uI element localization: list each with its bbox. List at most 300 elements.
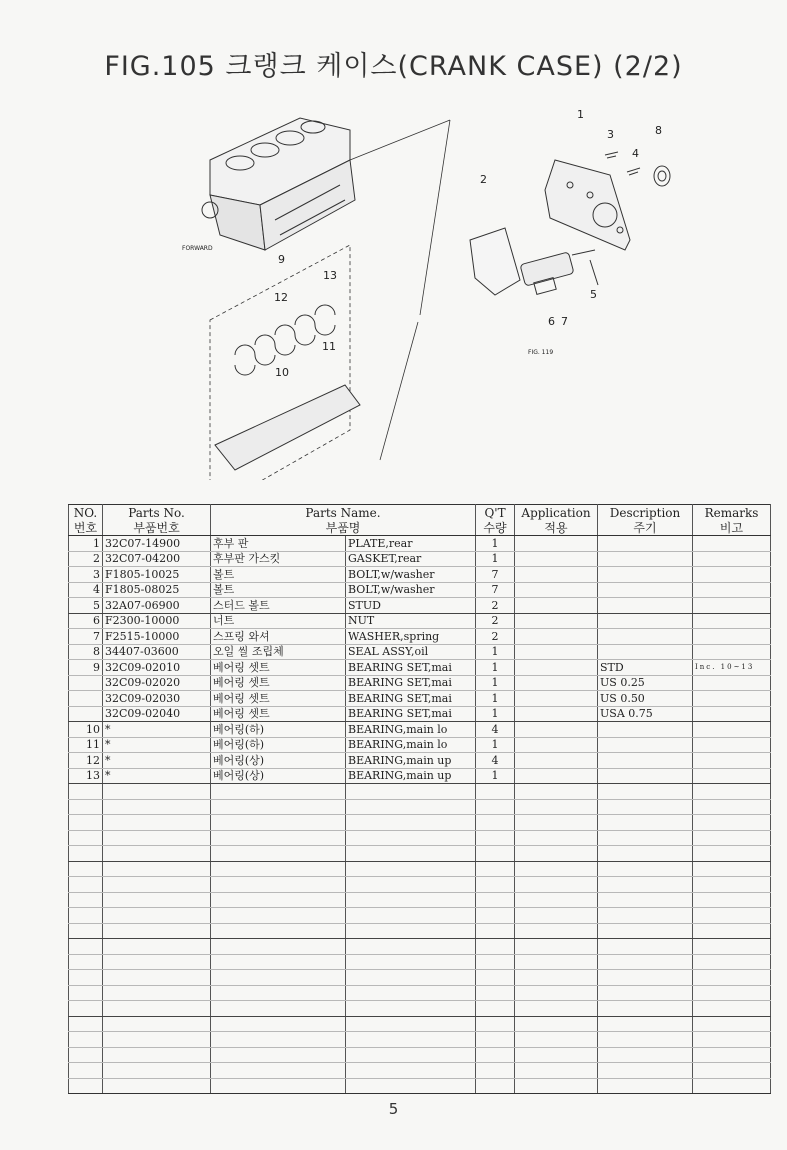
remarks-cell — [693, 691, 771, 707]
part-number-cell — [103, 985, 211, 1001]
description-cell — [598, 954, 693, 970]
remarks-cell — [693, 768, 771, 784]
row-number-cell — [69, 1016, 103, 1032]
part-name-english-cell: BOLT,w/washer — [346, 582, 476, 598]
part-name-english-cell: BEARING,main lo — [346, 722, 476, 738]
part-name-korean-cell: 스프링 와셔 — [211, 629, 346, 645]
quantity-cell — [476, 970, 515, 986]
application-cell — [515, 923, 598, 939]
table-row — [69, 598, 771, 614]
description-cell — [598, 784, 693, 800]
empty-table-row — [69, 970, 771, 986]
row-number-cell: 4 — [69, 582, 103, 598]
part-name-english-cell — [346, 1063, 476, 1079]
row-number-cell: 3 — [69, 567, 103, 583]
page-number: 5 — [388, 1100, 399, 1118]
part-name-english-cell: BEARING,main up — [346, 768, 476, 784]
quantity-cell — [476, 784, 515, 800]
row-number-cell — [69, 691, 103, 707]
part-name-korean-cell: 스터드 볼트 — [211, 598, 346, 614]
description-cell — [598, 768, 693, 784]
part-name-korean-cell: 베어링(하) — [211, 722, 346, 738]
part-name-english-cell — [346, 1016, 476, 1032]
header-part-no: Parts No. — [103, 505, 211, 521]
part-name-english-cell — [346, 815, 476, 831]
quantity-cell: 1 — [476, 768, 515, 784]
application-cell — [515, 567, 598, 583]
header-part-no-ko: 부품번호 — [103, 520, 211, 536]
part-number-cell: 32C09-02020 — [103, 675, 211, 691]
row-number-cell — [69, 861, 103, 877]
application-cell — [515, 1047, 598, 1063]
table-row — [69, 768, 771, 784]
part-name-korean-cell: 후부판 가스킷 — [211, 551, 346, 567]
description-cell — [598, 536, 693, 552]
application-cell — [515, 877, 598, 893]
part-name-english-cell: NUT — [346, 613, 476, 629]
remarks-cell — [693, 753, 771, 769]
application-cell — [515, 861, 598, 877]
part-name-english-cell — [346, 1001, 476, 1017]
application-cell — [515, 970, 598, 986]
part-number-cell — [103, 830, 211, 846]
application-cell — [515, 706, 598, 722]
row-number-cell — [69, 1078, 103, 1094]
row-number-cell — [69, 877, 103, 893]
row-number-cell — [69, 1047, 103, 1063]
empty-table-row — [69, 1063, 771, 1079]
part-name-korean-cell: 오일 씰 조립체 — [211, 644, 346, 660]
part-number-cell — [103, 799, 211, 815]
description-cell — [598, 1063, 693, 1079]
part-name-korean-cell — [211, 892, 346, 908]
part-name-english-cell — [346, 985, 476, 1001]
remarks-cell — [693, 644, 771, 660]
description-cell — [598, 861, 693, 877]
part-name-korean-cell — [211, 846, 346, 862]
part-name-korean-cell: 베어링 셋트 — [211, 706, 346, 722]
callout-9: 9 — [278, 253, 285, 266]
quantity-cell: 1 — [476, 675, 515, 691]
quantity-cell: 1 — [476, 536, 515, 552]
empty-table-row — [69, 985, 771, 1001]
empty-table-row — [69, 908, 771, 924]
description-cell — [598, 551, 693, 567]
remarks-cell — [693, 908, 771, 924]
header-remarks-ko: 비고 — [693, 520, 771, 536]
quantity-cell: 1 — [476, 551, 515, 567]
starter-illustration — [520, 250, 598, 294]
empty-table-row — [69, 1032, 771, 1048]
row-number-cell: 11 — [69, 737, 103, 753]
table-row — [69, 551, 771, 567]
header-qty: Q'T — [476, 505, 515, 521]
quantity-cell — [476, 985, 515, 1001]
part-name-korean-cell — [211, 1032, 346, 1048]
part-name-english-cell — [346, 954, 476, 970]
rear-plate-illustration — [545, 160, 630, 250]
quantity-cell — [476, 799, 515, 815]
part-number-cell — [103, 1032, 211, 1048]
application-cell — [515, 846, 598, 862]
description-cell — [598, 1016, 693, 1032]
part-number-cell: F1805-08025 — [103, 582, 211, 598]
quantity-cell — [476, 815, 515, 831]
part-number-cell: * — [103, 737, 211, 753]
row-number-cell: 5 — [69, 598, 103, 614]
quantity-cell: 4 — [476, 753, 515, 769]
description-cell: US 0.50 — [598, 691, 693, 707]
remarks-cell — [693, 830, 771, 846]
row-number-cell — [69, 784, 103, 800]
row-number-cell — [69, 954, 103, 970]
application-cell — [515, 954, 598, 970]
part-name-korean-cell — [211, 784, 346, 800]
row-number-cell: 2 — [69, 551, 103, 567]
application-cell — [515, 1063, 598, 1079]
table-row — [69, 536, 771, 552]
quantity-cell — [476, 1016, 515, 1032]
part-number-cell — [103, 784, 211, 800]
header-remarks: Remarks — [693, 505, 771, 521]
table-row — [69, 722, 771, 738]
remarks-cell — [693, 551, 771, 567]
application-cell — [515, 722, 598, 738]
part-number-cell — [103, 846, 211, 862]
part-name-korean-cell: 베어링 셋트 — [211, 675, 346, 691]
part-name-korean-cell — [211, 908, 346, 924]
description-cell — [598, 753, 693, 769]
part-number-cell — [103, 1047, 211, 1063]
application-cell — [515, 939, 598, 955]
part-name-english-cell: BEARING,main lo — [346, 737, 476, 753]
description-cell — [598, 1032, 693, 1048]
empty-table-row — [69, 1047, 771, 1063]
quantity-cell — [476, 939, 515, 955]
table-row — [69, 675, 771, 691]
oil-seal-illustration — [654, 166, 670, 186]
description-cell — [598, 970, 693, 986]
description-cell — [598, 629, 693, 645]
part-name-english-cell: BEARING,main up — [346, 753, 476, 769]
part-name-english-cell — [346, 1078, 476, 1094]
application-cell — [515, 1016, 598, 1032]
row-number-cell — [69, 892, 103, 908]
row-number-cell — [69, 939, 103, 955]
remarks-cell — [693, 877, 771, 893]
part-name-english-cell: BEARING SET,mai — [346, 675, 476, 691]
application-cell — [515, 799, 598, 815]
part-number-cell: F2300-10000 — [103, 613, 211, 629]
header-description: Description — [598, 505, 693, 521]
part-name-korean-cell — [211, 861, 346, 877]
part-number-cell — [103, 877, 211, 893]
remarks-cell — [693, 1063, 771, 1079]
remarks-cell — [693, 923, 771, 939]
part-name-english-cell — [346, 1032, 476, 1048]
table-row — [69, 629, 771, 645]
description-cell — [598, 644, 693, 660]
empty-table-row — [69, 892, 771, 908]
application-cell — [515, 660, 598, 676]
part-name-english-cell — [346, 846, 476, 862]
description-cell — [598, 815, 693, 831]
application-cell — [515, 551, 598, 567]
part-name-korean-cell — [211, 1016, 346, 1032]
parts-table — [68, 504, 771, 1094]
remarks-cell — [693, 737, 771, 753]
part-number-cell — [103, 954, 211, 970]
row-number-cell — [69, 799, 103, 815]
part-name-korean-cell — [211, 1078, 346, 1094]
remarks-cell — [693, 582, 771, 598]
table-row — [69, 660, 771, 676]
part-number-cell — [103, 1063, 211, 1079]
callout-5: 5 — [590, 288, 597, 301]
part-name-english-cell: PLATE,rear — [346, 536, 476, 552]
remarks-cell: Inc. 10~13 — [693, 660, 771, 676]
part-name-korean-cell: 베어링 셋트 — [211, 660, 346, 676]
table-row — [69, 644, 771, 660]
part-name-english-cell — [346, 939, 476, 955]
part-number-cell: * — [103, 722, 211, 738]
row-number-cell: 1 — [69, 536, 103, 552]
remarks-cell — [693, 598, 771, 614]
remarks-cell — [693, 1001, 771, 1017]
quantity-cell: 1 — [476, 660, 515, 676]
row-number-cell — [69, 923, 103, 939]
quantity-cell: 2 — [476, 613, 515, 629]
part-number-cell — [103, 970, 211, 986]
remarks-cell — [693, 1032, 771, 1048]
quantity-cell — [476, 1001, 515, 1017]
row-number-cell: 10 — [69, 722, 103, 738]
part-name-korean-cell: 베어링(하) — [211, 737, 346, 753]
part-number-cell — [103, 861, 211, 877]
description-cell — [598, 846, 693, 862]
empty-table-row — [69, 815, 771, 831]
remarks-cell — [693, 970, 771, 986]
part-name-korean-cell: 베어링(상) — [211, 768, 346, 784]
empty-table-row — [69, 1078, 771, 1094]
part-name-korean-cell — [211, 830, 346, 846]
application-cell — [515, 644, 598, 660]
remarks-cell — [693, 536, 771, 552]
part-name-english-cell — [346, 877, 476, 893]
description-cell — [598, 799, 693, 815]
part-name-korean-cell — [211, 923, 346, 939]
part-name-english-cell — [346, 830, 476, 846]
description-cell — [598, 598, 693, 614]
part-name-english-cell — [346, 923, 476, 939]
part-name-korean-cell: 너트 — [211, 613, 346, 629]
part-name-english-cell — [346, 892, 476, 908]
quantity-cell — [476, 892, 515, 908]
application-cell — [515, 784, 598, 800]
part-name-korean-cell: 볼트 — [211, 582, 346, 598]
header-application-ko: 적용 — [515, 520, 598, 536]
quantity-cell — [476, 1032, 515, 1048]
remarks-cell — [693, 892, 771, 908]
remarks-cell — [693, 861, 771, 877]
part-number-cell: F1805-10025 — [103, 567, 211, 583]
empty-table-row — [69, 1001, 771, 1017]
description-cell — [598, 1078, 693, 1094]
row-number-cell: 8 — [69, 644, 103, 660]
application-cell — [515, 536, 598, 552]
quantity-cell: 4 — [476, 722, 515, 738]
table-row — [69, 753, 771, 769]
part-name-korean-cell — [211, 954, 346, 970]
callout-6: 6 — [548, 315, 555, 328]
remarks-cell — [693, 985, 771, 1001]
part-name-korean-cell — [211, 970, 346, 986]
table-row — [69, 613, 771, 629]
quantity-cell — [476, 1047, 515, 1063]
row-number-cell — [69, 970, 103, 986]
quantity-cell — [476, 830, 515, 846]
remarks-cell — [693, 939, 771, 955]
application-cell — [515, 830, 598, 846]
row-number-cell — [69, 985, 103, 1001]
description-cell — [598, 613, 693, 629]
remarks-cell — [693, 815, 771, 831]
row-number-cell: 13 — [69, 768, 103, 784]
table-row — [69, 582, 771, 598]
quantity-cell — [476, 846, 515, 862]
remarks-cell — [693, 846, 771, 862]
remarks-cell — [693, 1047, 771, 1063]
part-name-english-cell: BEARING SET,mai — [346, 660, 476, 676]
description-cell — [598, 939, 693, 955]
part-name-korean-cell: 베어링 셋트 — [211, 691, 346, 707]
exploded-parts-diagram — [150, 100, 710, 480]
remarks-cell — [693, 629, 771, 645]
part-number-cell: 32C07-14900 — [103, 536, 211, 552]
table-row — [69, 691, 771, 707]
part-name-korean-cell — [211, 1063, 346, 1079]
part-number-cell: 32C07-04200 — [103, 551, 211, 567]
header-no-ko: 번호 — [69, 520, 103, 536]
header-part-name: Parts Name. — [211, 505, 476, 521]
page-title: FIG.105 크랭크 케이스(CRANK CASE) (2/2) — [104, 51, 683, 82]
description-cell: USA 0.75 — [598, 706, 693, 722]
table-row — [69, 737, 771, 753]
description-cell — [598, 892, 693, 908]
callout-10: 10 — [275, 366, 289, 379]
part-number-cell: 32A07-06900 — [103, 598, 211, 614]
remarks-cell — [693, 784, 771, 800]
application-cell — [515, 582, 598, 598]
part-number-cell — [103, 892, 211, 908]
part-number-cell — [103, 1001, 211, 1017]
part-number-cell: 32C09-02010 — [103, 660, 211, 676]
quantity-cell: 7 — [476, 582, 515, 598]
part-name-english-cell: STUD — [346, 598, 476, 614]
part-number-cell — [103, 939, 211, 955]
description-cell — [598, 830, 693, 846]
callout-13: 13 — [323, 269, 337, 282]
row-number-cell: 12 — [69, 753, 103, 769]
bearing-set-illustration — [235, 305, 335, 375]
callout-2: 2 — [480, 173, 487, 186]
description-cell — [598, 582, 693, 598]
description-cell: STD — [598, 660, 693, 676]
quantity-cell: 2 — [476, 629, 515, 645]
part-name-korean-cell — [211, 815, 346, 831]
table-row — [69, 567, 771, 583]
part-number-cell — [103, 1078, 211, 1094]
application-cell — [515, 768, 598, 784]
part-number-cell — [103, 1016, 211, 1032]
callout-7: 7 — [561, 315, 568, 328]
callout-8: 8 — [655, 124, 662, 137]
part-name-english-cell: SEAL ASSY,oil — [346, 644, 476, 660]
application-cell — [515, 613, 598, 629]
header-part-name-ko: 부품명 — [211, 520, 476, 536]
part-name-english-cell: BEARING SET,mai — [346, 706, 476, 722]
remarks-cell — [693, 675, 771, 691]
part-number-cell — [103, 908, 211, 924]
part-name-korean-cell — [211, 939, 346, 955]
empty-table-row — [69, 939, 771, 955]
empty-table-row — [69, 1016, 771, 1032]
part-name-english-cell: WASHER,spring — [346, 629, 476, 645]
quantity-cell — [476, 1063, 515, 1079]
application-cell — [515, 908, 598, 924]
description-cell — [598, 1001, 693, 1017]
quantity-cell: 2 — [476, 598, 515, 614]
quantity-cell: 1 — [476, 706, 515, 722]
header-no: NO. — [69, 505, 103, 521]
remarks-cell — [693, 567, 771, 583]
part-name-english-cell: BEARING SET,mai — [346, 691, 476, 707]
application-cell — [515, 753, 598, 769]
part-name-korean-cell — [211, 985, 346, 1001]
quantity-cell — [476, 877, 515, 893]
header-application: Application — [515, 505, 598, 521]
quantity-cell — [476, 923, 515, 939]
description-cell — [598, 908, 693, 924]
application-cell — [515, 737, 598, 753]
row-number-cell: 9 — [69, 660, 103, 676]
remarks-cell — [693, 954, 771, 970]
part-name-korean-cell — [211, 877, 346, 893]
application-cell — [515, 629, 598, 645]
remarks-cell — [693, 613, 771, 629]
bearing-cap-illustration — [215, 385, 360, 470]
part-name-korean-cell — [211, 799, 346, 815]
application-cell — [515, 691, 598, 707]
quantity-cell — [476, 1078, 515, 1094]
callout-3: 3 — [607, 128, 614, 141]
application-cell — [515, 1001, 598, 1017]
part-number-cell: 32C09-02030 — [103, 691, 211, 707]
part-name-english-cell — [346, 861, 476, 877]
row-number-cell — [69, 1032, 103, 1048]
row-number-cell — [69, 706, 103, 722]
application-cell — [515, 1078, 598, 1094]
row-number-cell — [69, 830, 103, 846]
description-cell — [598, 737, 693, 753]
empty-table-row — [69, 923, 771, 939]
row-number-cell — [69, 815, 103, 831]
application-cell — [515, 815, 598, 831]
row-number-cell — [69, 846, 103, 862]
part-number-cell: * — [103, 768, 211, 784]
remarks-cell — [693, 799, 771, 815]
part-name-korean-cell — [211, 1001, 346, 1017]
